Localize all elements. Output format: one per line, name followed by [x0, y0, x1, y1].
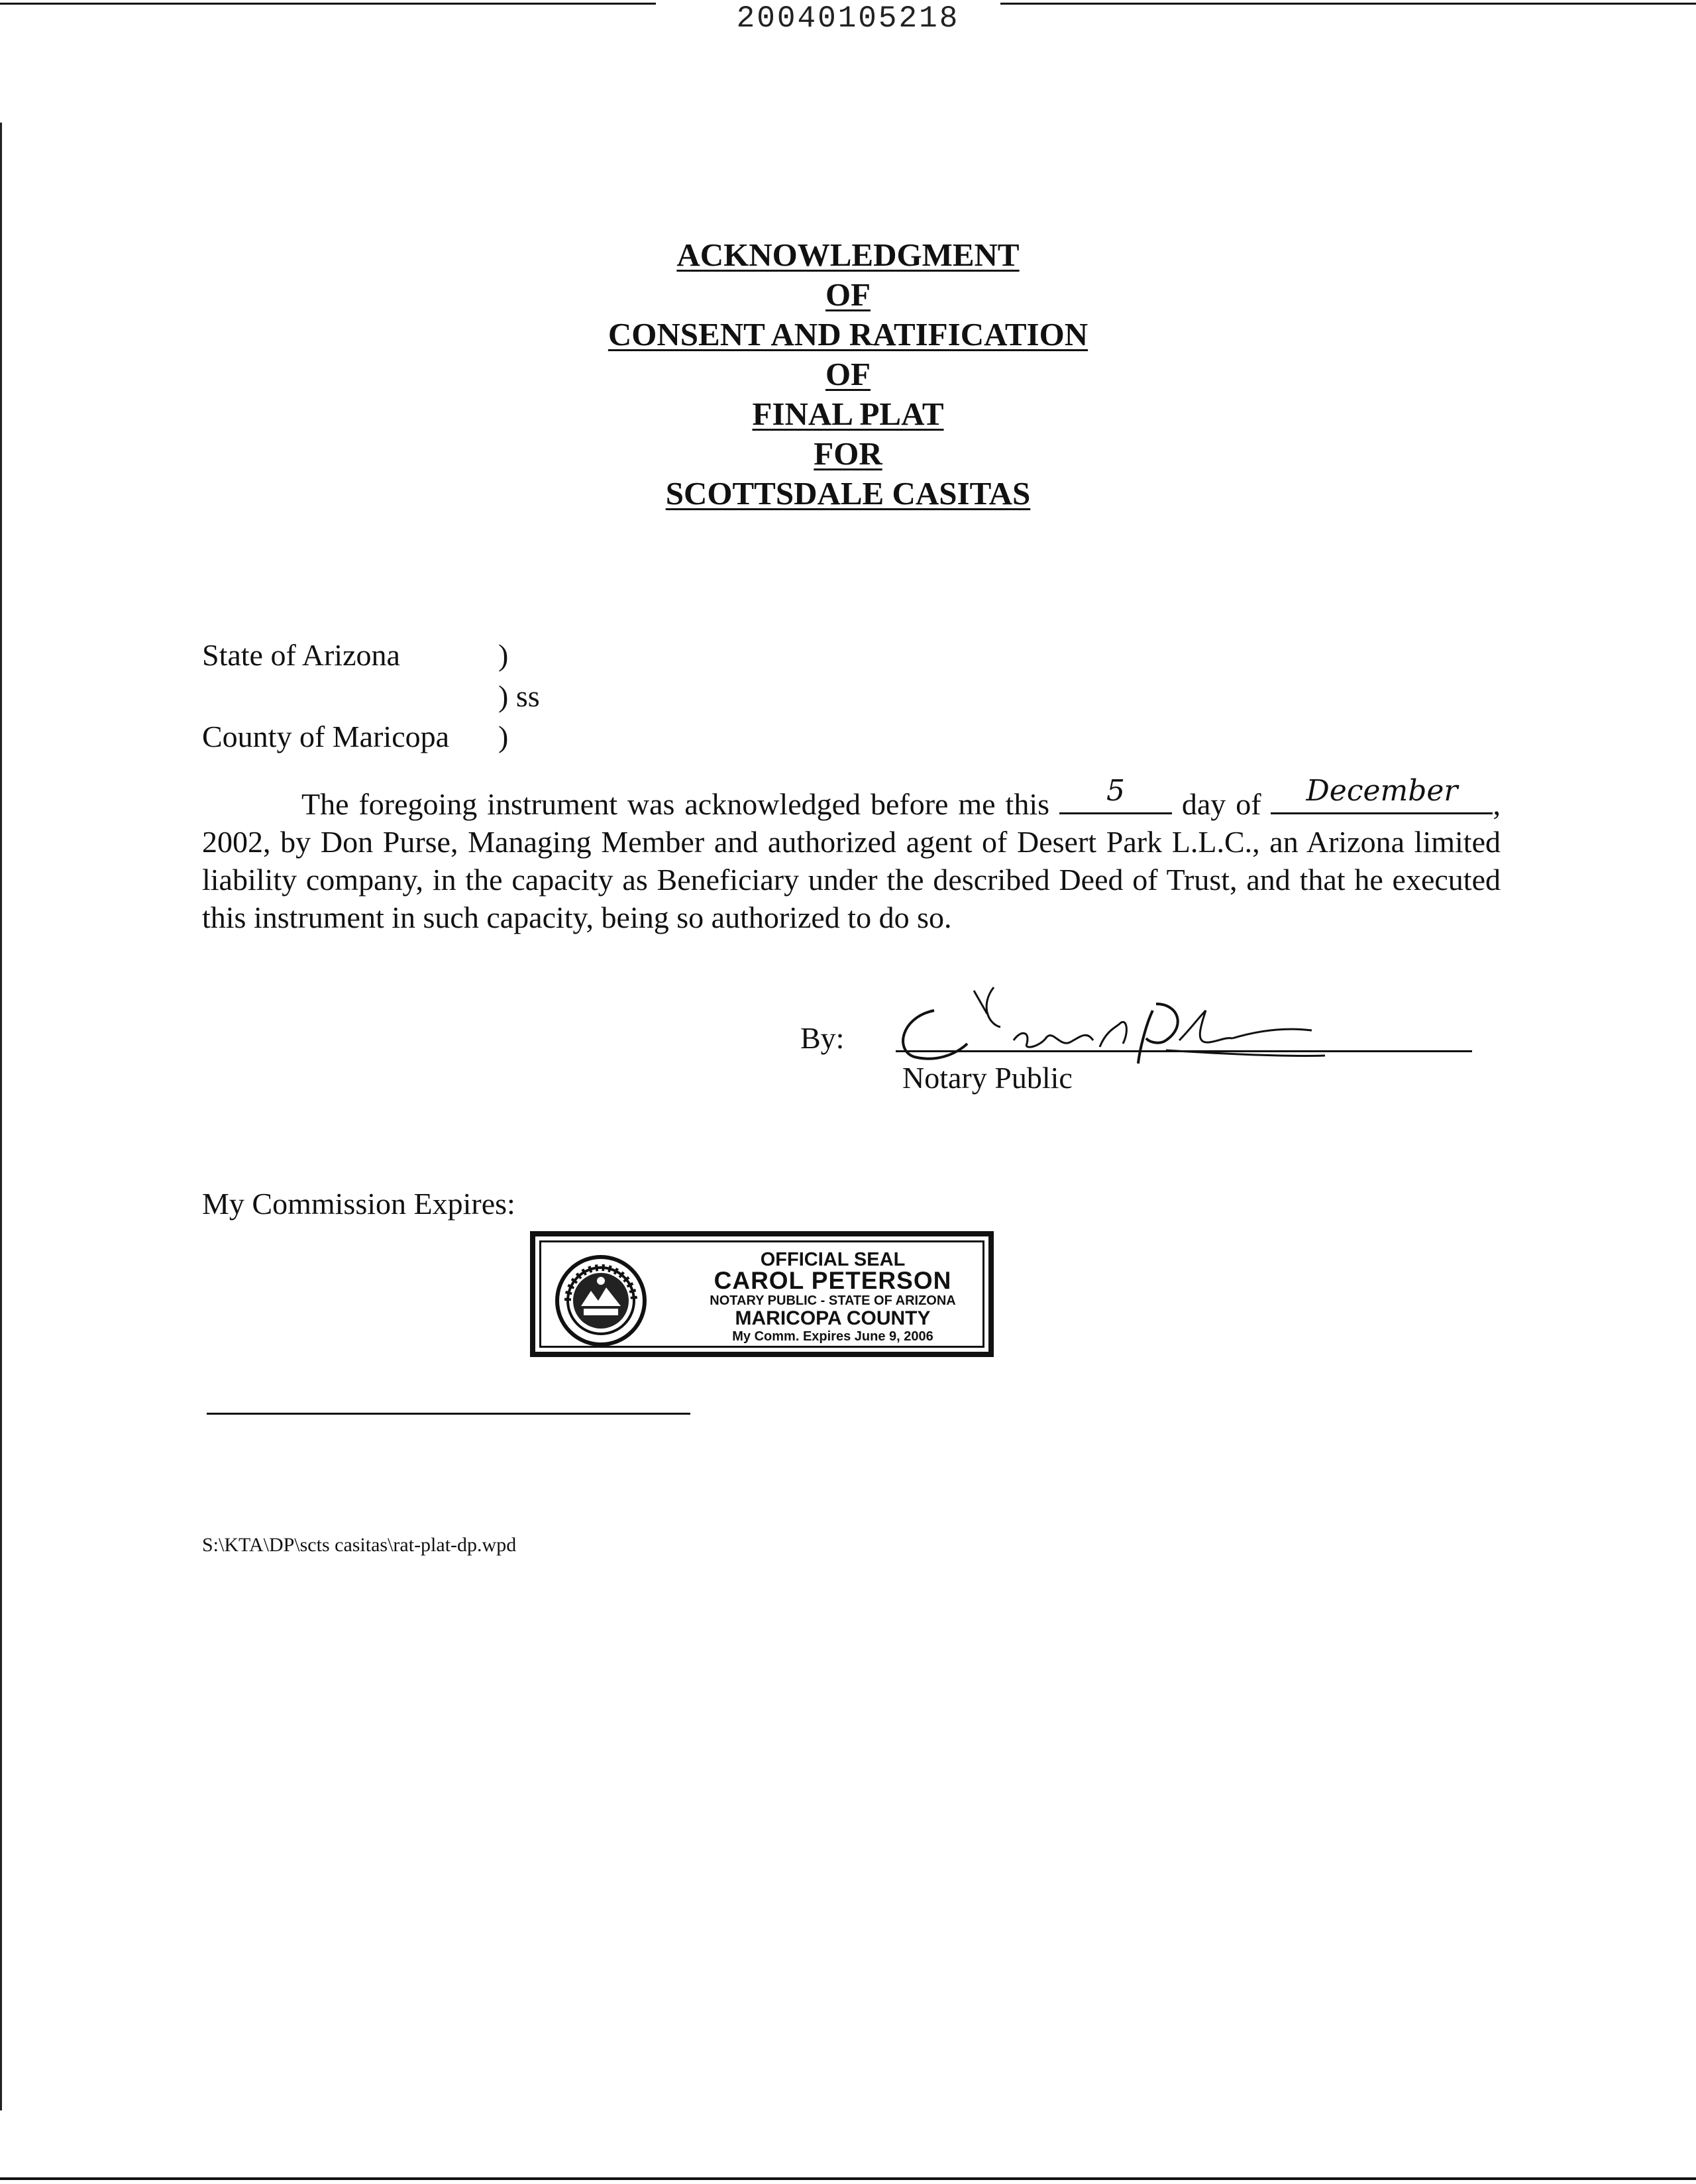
arizona-state-seal-icon [555, 1254, 647, 1347]
title-line: CONSENT AND RATIFICATION [608, 316, 1088, 353]
day-blank [1059, 774, 1172, 814]
ack-text-body: , 2002, by Don Purse, Managing Member and authorized agent of Desert Park L.L.C., an Arizona limited liability company, in the capacity as Beneficiary under the described Deed of Trust, and that he executed this instrument in such capacity, being so authorized to do so. [202, 787, 1501, 934]
title-line: FOR [814, 435, 882, 472]
seal-notary-name: CAROL PETERSON [714, 1267, 952, 1294]
month-handwritten: December [1306, 774, 1458, 808]
notary-seal-stamp [530, 1231, 994, 1357]
scan-edge-bottom [0, 2177, 1696, 2180]
month-blank [1271, 774, 1493, 814]
title-line: FINAL PLAT [752, 396, 944, 432]
title-line: SCOTTSDALE CASITAS [665, 475, 1031, 512]
venue-county: County of Maricopa [202, 720, 450, 753]
notary-public-label: Notary Public [902, 1061, 1073, 1095]
document-title [0, 235, 1696, 514]
seal-county: MARICOPA COUNTY [735, 1307, 931, 1329]
seal-expiration: My Comm. Expires June 9, 2006 [732, 1329, 933, 1344]
title-line: OF [825, 276, 871, 313]
commission-expires-label: My Commission Expires: [202, 1187, 515, 1221]
venue-state: State of Arizona [202, 638, 400, 672]
venue-ss: ) ss [498, 679, 540, 713]
title-line: OF [825, 356, 871, 392]
by-label: By: [800, 1021, 845, 1055]
signature-line [896, 1050, 1472, 1052]
venue-paren: ) [498, 638, 509, 672]
venue-paren: ) [498, 720, 509, 753]
acknowledgment-paragraph [202, 774, 1501, 936]
seal-line: OFFICIAL SEAL [760, 1249, 906, 1270]
file-path: S:\KTA\DP\scts casitas\rat-plat-dp.wpd [202, 1534, 517, 1556]
day-handwritten: 5 [1106, 774, 1125, 808]
ack-text-intro: The foregoing instrument was acknowledged before me this [301, 787, 1049, 821]
document-number: 20040105218 [736, 1, 960, 36]
commission-date-line [207, 1413, 690, 1415]
title-line: ACKNOWLEDGMENT [676, 237, 1020, 273]
ack-day-of: day of [1181, 787, 1261, 821]
seal-line: NOTARY PUBLIC - STATE OF ARIZONA [710, 1293, 956, 1308]
seal-text [687, 1250, 979, 1345]
